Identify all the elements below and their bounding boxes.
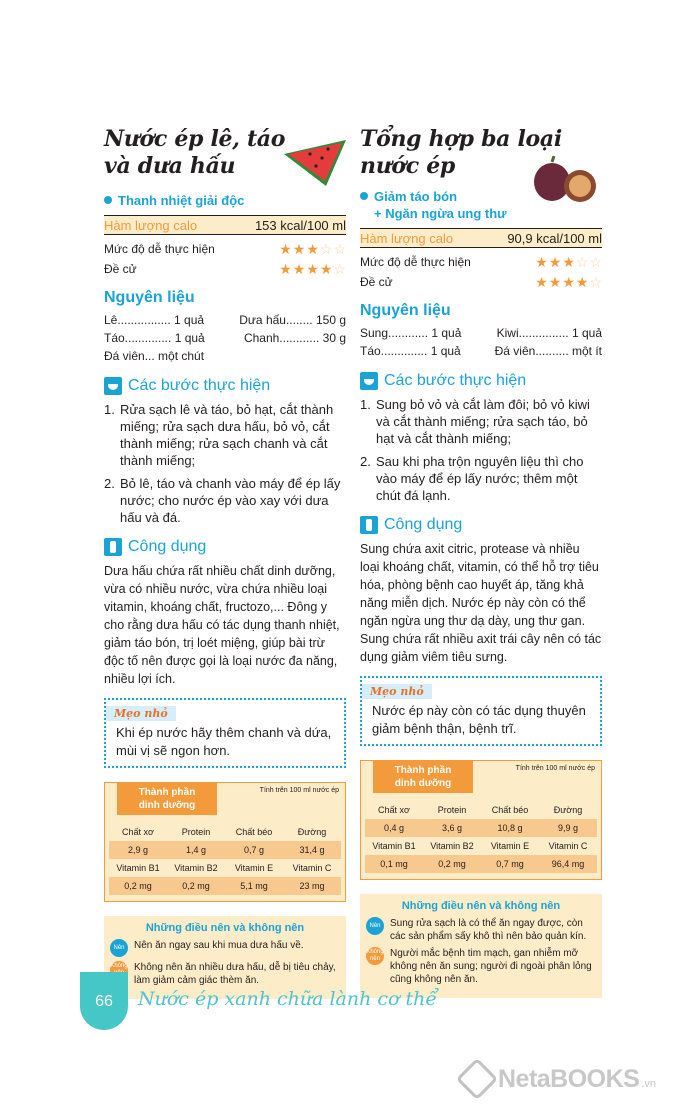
star-rating xyxy=(535,255,602,269)
use-heading-text: Công dụng xyxy=(128,538,207,555)
nutrient-name: Protein xyxy=(167,823,225,841)
badge-line: Không xyxy=(366,949,384,955)
bullet-icon xyxy=(104,196,112,204)
do-text: Sung rửa sạch là có thể ăn ngay được, còn các sản phẩm sấy khô thì nên bảo quản kín. xyxy=(390,918,587,942)
nutrient-value: 0,7 g xyxy=(225,841,283,859)
star-empty-icon: ☆ xyxy=(575,254,589,270)
nutrient-value: 0,2 mg xyxy=(109,877,167,895)
bowl-icon xyxy=(360,372,378,390)
ingredient: Sung............ 1 quả xyxy=(360,326,462,340)
benefit-line: + Ngăn ngừa ung thư xyxy=(374,206,507,221)
ingredient-row xyxy=(104,329,346,347)
nutrient-name: Chất béo xyxy=(225,823,283,841)
use-heading xyxy=(360,514,602,536)
step-number: 1. xyxy=(104,402,115,417)
step-item xyxy=(360,453,602,504)
nutrient-value: 9,9 g xyxy=(539,819,597,837)
nutrition-table xyxy=(360,760,602,880)
nutrition-tag-line: dinh dưỡng xyxy=(394,778,452,789)
star-rating xyxy=(279,262,346,276)
ingredients-heading: Nguyên liệu xyxy=(360,302,451,319)
ingredient: Táo.............. 1 quả xyxy=(104,331,205,345)
do-badge-icon: Nên xyxy=(366,917,384,935)
nutrient-value: 0,1 mg xyxy=(365,855,423,873)
star-filled-icon: ★ xyxy=(562,254,575,270)
step-number: 2. xyxy=(360,454,371,469)
nutrition-note: Tính trên 100 ml nước ép xyxy=(515,765,595,772)
star-filled-icon: ★ xyxy=(292,241,306,257)
nutrient-value: 5,1 mg xyxy=(225,877,283,895)
nutrient-name: Vitamin E xyxy=(481,837,539,855)
nutrient-name: Vitamin E xyxy=(225,859,283,877)
dont-item xyxy=(366,947,596,986)
watermark xyxy=(462,1064,656,1094)
step-text: Sau khi pha trộn nguyên liệu thì cho vào máy để ép lấy nước; thêm một chút đá lạnh. xyxy=(376,454,584,503)
nutrient-value: 3,6 g xyxy=(423,819,481,837)
dont-badge-icon xyxy=(366,947,384,965)
step-text: Sung bỏ vỏ và cắt làm đôi; bỏ vỏ kiwi và cắt thành miếng; rửa sạch táo, bỏ hạt và cắt thành miếng; xyxy=(376,397,590,446)
star-filled-icon: ★ xyxy=(279,261,292,277)
nutrition-tag-line: dinh dưỡng xyxy=(138,800,196,811)
ingredient-row xyxy=(360,342,602,360)
step-number: 1. xyxy=(360,397,371,412)
ingredient-row xyxy=(104,347,346,365)
calorie-row xyxy=(104,215,346,235)
rating-label: Mức độ dễ thực hiện xyxy=(104,242,215,256)
step-item xyxy=(360,396,602,447)
bullet-icon xyxy=(360,192,368,200)
page-number: 66 xyxy=(95,993,113,1010)
step-number: 2. xyxy=(104,476,115,491)
nutrient-value: 0,2 mg xyxy=(423,855,481,873)
calorie-value: 90,9 kcal/100 ml xyxy=(507,231,602,246)
benefit xyxy=(104,192,346,209)
nutrient-value: 0,2 mg xyxy=(167,877,225,895)
ingredient-row xyxy=(104,311,346,329)
nutrient-name: Đường xyxy=(283,823,341,841)
title-line: Nước ép lê, táo xyxy=(104,126,286,152)
star-filled-icon: ★ xyxy=(535,274,548,290)
nutrient-value: 10,8 g xyxy=(481,819,539,837)
ingredients-heading: Nguyên liệu xyxy=(104,289,195,306)
star-filled-icon: ★ xyxy=(548,274,562,290)
ingredient: Kiwi............... 1 quả xyxy=(496,326,602,340)
nutrition-tag xyxy=(373,761,473,793)
star-filled-icon: ★ xyxy=(535,254,548,270)
nutrition-tag xyxy=(117,783,217,815)
tip-box xyxy=(104,698,346,768)
use-text: Dưa hấu chứa rất nhiều chất dinh dưỡng, vừa có nhiều nước, vừa chứa nhiều loại vitamin, khoáng chất, fructozo,... Đông y cho rằng dưa hấu có tác dụng thanh nhiệt, giảm táo bón, trị loét miệng, giúp bài trừ độc tố nên được gọi là loại nước đa năng, nhiều lợi ích. xyxy=(104,564,340,686)
ingredient: Lê................ 1 quả xyxy=(104,313,205,327)
watermark-brand: NetaBOOKS xyxy=(498,1064,640,1093)
star-filled-icon: ★ xyxy=(548,254,562,270)
dont-text: Không nên ăn nhiều dưa hấu, dễ bị tiêu chảy, làm giảm cảm giác thèm ăn. xyxy=(134,962,336,986)
step-item xyxy=(104,401,346,469)
rating-label: Đề cử xyxy=(104,262,137,276)
watermark-domain: .vn xyxy=(641,1078,657,1090)
steps-list xyxy=(360,396,602,504)
nutrition-grid xyxy=(109,823,341,895)
star-rating xyxy=(535,275,602,289)
do-text: Nên ăn ngay sau khi mua dưa hấu về. xyxy=(134,940,304,951)
ingredient: Đá viên... một chút xyxy=(104,349,205,363)
tip-text: Nước ép này còn có tác dụng thuyên giảm bệnh thận, bệnh trĩ. xyxy=(372,703,586,736)
nutrition-grid xyxy=(365,801,597,873)
star-empty-icon: ☆ xyxy=(333,241,346,257)
nutrient-value: 0,4 g xyxy=(365,819,423,837)
steps-heading xyxy=(104,375,346,397)
nutrition-tag-line: Thành phần xyxy=(394,765,452,776)
nutrient-name: Chất xơ xyxy=(365,801,423,819)
step-item xyxy=(104,475,346,526)
badge-line: nên xyxy=(369,956,380,962)
do-item xyxy=(366,917,596,943)
nutrient-value: 2,9 g xyxy=(109,841,167,859)
nutrient-name: Vitamin B2 xyxy=(167,859,225,877)
dos-title: Những điều nên và không nên xyxy=(401,900,561,912)
star-empty-icon: ☆ xyxy=(589,274,602,290)
star-empty-icon: ☆ xyxy=(319,241,333,257)
title-line: Tổng hợp ba loại nước ép xyxy=(360,126,562,179)
ingredient: Dưa hấu........ 150 g xyxy=(239,313,346,327)
nutrition-note: Tính trên 100 ml nước ép xyxy=(259,787,339,794)
ingredient: Táo.............. 1 quả xyxy=(360,344,461,358)
rating-difficulty xyxy=(360,252,602,272)
nutrient-value: 1,4 g xyxy=(167,841,225,859)
star-filled-icon: ★ xyxy=(279,241,292,257)
ingredient-row xyxy=(360,324,602,342)
dont-item xyxy=(110,961,340,987)
star-filled-icon: ★ xyxy=(319,261,333,277)
tip-text: Khi ép nước hãy thêm chanh và dứa, mùi vị sẽ ngon hơn. xyxy=(116,725,332,758)
nutrient-name: Đường xyxy=(539,801,597,819)
nutrient-value: 23 mg xyxy=(283,877,341,895)
ingredient: Chanh............ 30 g xyxy=(243,331,346,345)
nutrient-value: 31,4 g xyxy=(283,841,341,859)
dos-donts-box xyxy=(104,916,346,999)
do-badge-icon: Nên xyxy=(110,939,128,957)
nutrient-name: Chất xơ xyxy=(109,823,167,841)
nutrient-name: Protein xyxy=(423,801,481,819)
dont-text: Người mắc bệnh tim mạch, gan nhiễm mỡ không nên ăn sung; người đi ngoài phân lỏng cũng không nên ăn. xyxy=(390,948,592,985)
nutrition-table xyxy=(104,782,346,902)
nutrient-name: Vitamin B2 xyxy=(423,837,481,855)
fig-image xyxy=(530,156,600,204)
rating-recommend xyxy=(360,272,602,292)
rating-label: Đề cử xyxy=(360,275,393,289)
bottle-icon xyxy=(360,516,378,534)
tip-box xyxy=(360,676,602,746)
book-title: Nước ép xanh chữa lành cơ thể xyxy=(138,988,438,1010)
use-heading-text: Công dụng xyxy=(384,516,463,533)
use-text: Sung chứa axit citric, protease và nhiều loại khoáng chất, vitamin, có thể hỗ trợ tiêu hóa, phòng bệnh cao huyết áp, tăng khả năng miễn dịch. Nước ép này còn có thể ngăn ngừa ung thư dạ dày, ung thư gan. Sung chứa rất nhiều axit trái cây nên có tác dụng giảm viêm tiêu sưng. xyxy=(360,542,602,664)
steps-heading-text: Các bước thực hiện xyxy=(128,377,271,394)
bowl-icon xyxy=(104,377,122,395)
tip-tag: Mẹo nhỏ xyxy=(362,684,432,699)
rating-difficulty xyxy=(104,239,346,259)
star-empty-icon: ☆ xyxy=(333,261,346,277)
ingredient: Đá viên.......... một ít xyxy=(494,344,602,358)
page-number-tab xyxy=(80,972,128,1030)
steps-heading xyxy=(360,370,602,392)
dos-title: Những điều nên và không nên xyxy=(145,922,305,934)
nutrient-value: 96,4 mg xyxy=(539,855,597,873)
nutrient-value: 0,7 mg xyxy=(481,855,539,873)
star-filled-icon: ★ xyxy=(575,274,589,290)
star-empty-icon: ☆ xyxy=(589,254,602,270)
rating-recommend xyxy=(104,259,346,279)
recipe-left xyxy=(104,126,346,999)
benefit-line: Giảm táo bón xyxy=(374,189,458,204)
star-filled-icon: ★ xyxy=(292,261,306,277)
star-filled-icon: ★ xyxy=(562,274,575,290)
recipe-right xyxy=(360,126,602,998)
calorie-label: Hàm lượng calo xyxy=(360,231,454,246)
benefit-text xyxy=(374,188,507,222)
calorie-row xyxy=(360,228,602,248)
nutrient-name: Chất béo xyxy=(481,801,539,819)
use-heading xyxy=(104,536,346,558)
nutrition-tag-line: Thành phần xyxy=(138,787,196,798)
tip-tag: Mẹo nhỏ xyxy=(106,706,176,721)
steps-heading-text: Các bước thực hiện xyxy=(384,372,527,389)
star-filled-icon: ★ xyxy=(306,261,319,277)
badge-line: Không xyxy=(110,963,128,969)
netabooks-logo-icon xyxy=(456,1058,498,1100)
nutrient-name: Vitamin C xyxy=(539,837,597,855)
calorie-label: Hàm lượng calo xyxy=(104,218,198,233)
benefit-text: Thanh nhiệt giải độc xyxy=(118,193,245,208)
nutrient-name: Vitamin C xyxy=(283,859,341,877)
rating-label: Mức độ dễ thực hiện xyxy=(360,255,471,269)
step-text: Rửa sạch lê và táo, bỏ hạt, cắt thành miếng; rửa sạch dưa hấu, bỏ vỏ, cắt thành miếng; rửa sạch chanh và cắt thành miếng; xyxy=(120,402,334,468)
bottle-icon xyxy=(104,538,122,556)
nutrient-name: Vitamin B1 xyxy=(109,859,167,877)
title-line: và dưa hấu xyxy=(104,153,236,179)
dos-donts-box xyxy=(360,894,602,998)
step-text: Bỏ lê, táo và chanh vào máy để ép lấy nước; cho nước ép vào xay với dưa hấu và đá. xyxy=(120,476,341,525)
calorie-value: 153 kcal/100 ml xyxy=(254,218,346,233)
nutrient-name: Vitamin B1 xyxy=(365,837,423,855)
do-item xyxy=(110,939,340,957)
star-rating xyxy=(279,242,346,256)
steps-list xyxy=(104,401,346,526)
watermelon-image xyxy=(280,134,350,190)
star-filled-icon: ★ xyxy=(306,241,319,257)
